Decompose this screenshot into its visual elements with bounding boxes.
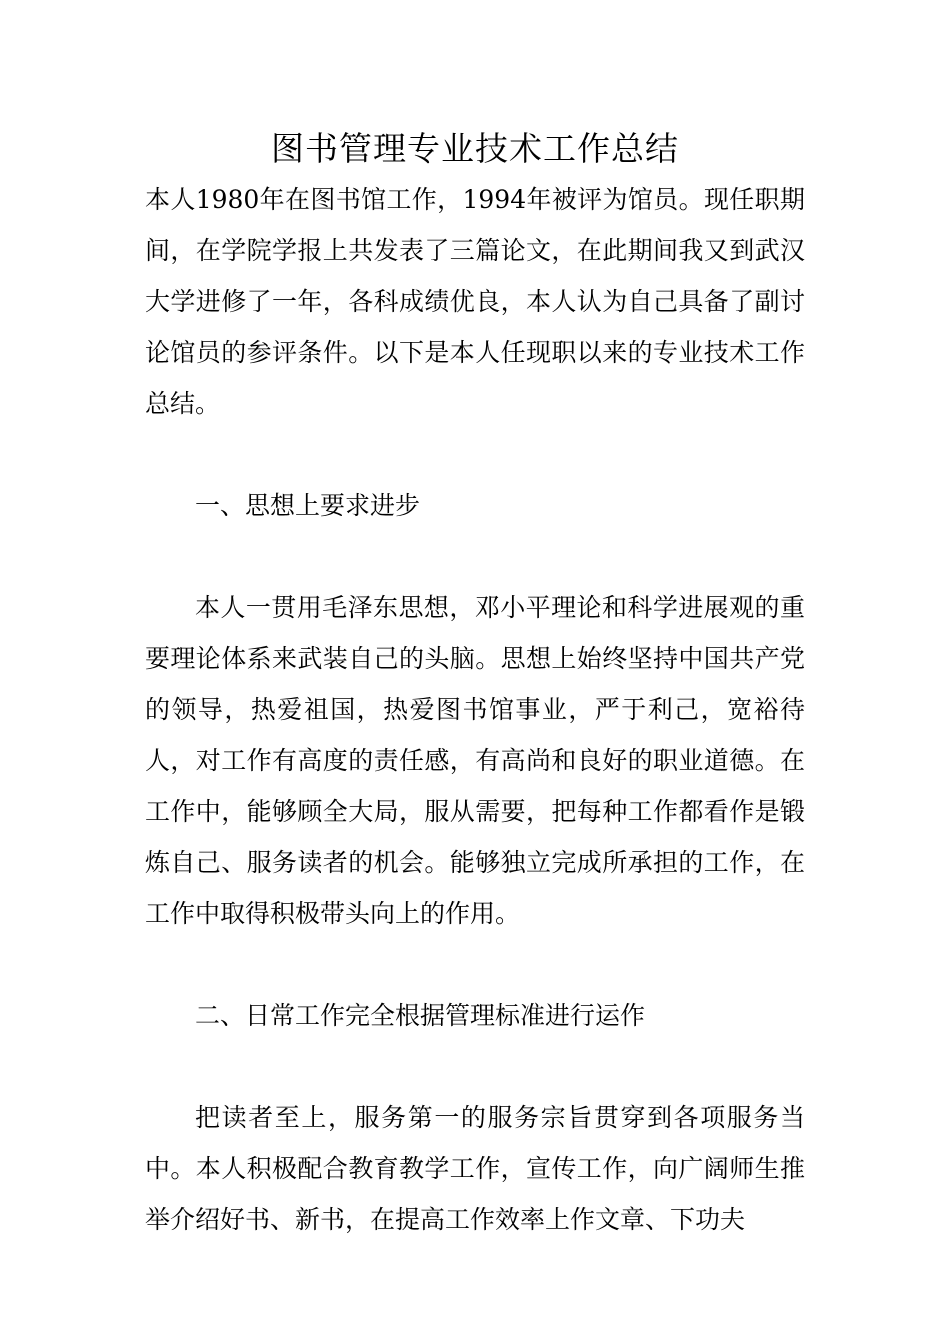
paragraph-spacer — [145, 939, 805, 990]
document-title: 图书管理专业技术工作总结 — [271, 129, 679, 168]
section-heading-1: 一、思想上要求进步 — [195, 491, 421, 520]
section-heading-2: 二、日常工作完全根据管理标准进行运作 — [195, 1001, 646, 1030]
paragraph-spacer — [145, 531, 805, 582]
section-2-paragraph: 把读者至上，服务第一的服务宗旨贯穿到各项服务当中。本人积极配合教育教学工作，宣传工作，向广阔师生推举介绍好书、新书，在提高工作效率上作文章、下功夫 — [145, 1103, 805, 1234]
paragraph-spacer — [145, 1041, 805, 1092]
intro-paragraph: 本人1980年在图书馆工作，1994年被评为馆员。现任职期间，在学院学报上共发表了三篇论文，在此期间我又到武汉大学进修了一年，各科成绩优良，本人认为自己具备了副讨论馆员的参评条件。以下是本人任现职以来的专业技术工作总结。 — [145, 185, 805, 418]
document-body — [145, 174, 805, 1245]
section-1-paragraph: 本人一贯用毛泽东思想，邓小平理论和科学进展观的重要理论体系来武装自己的头脑。思想上始终坚持中国共产党的领导，热爱祖国，热爱图书馆事业，严于利己，宽裕待人，对工作有高度的责任感，有高尚和良好的职业道德。在工作中，能够顾全大局，服从需要，把每种工作都看作是锻炼自己、服务读者的机会。能够独立完成所承担的工作，在工作中取得积极带头向上的作用。 — [145, 593, 805, 928]
paragraph-spacer — [145, 429, 805, 480]
